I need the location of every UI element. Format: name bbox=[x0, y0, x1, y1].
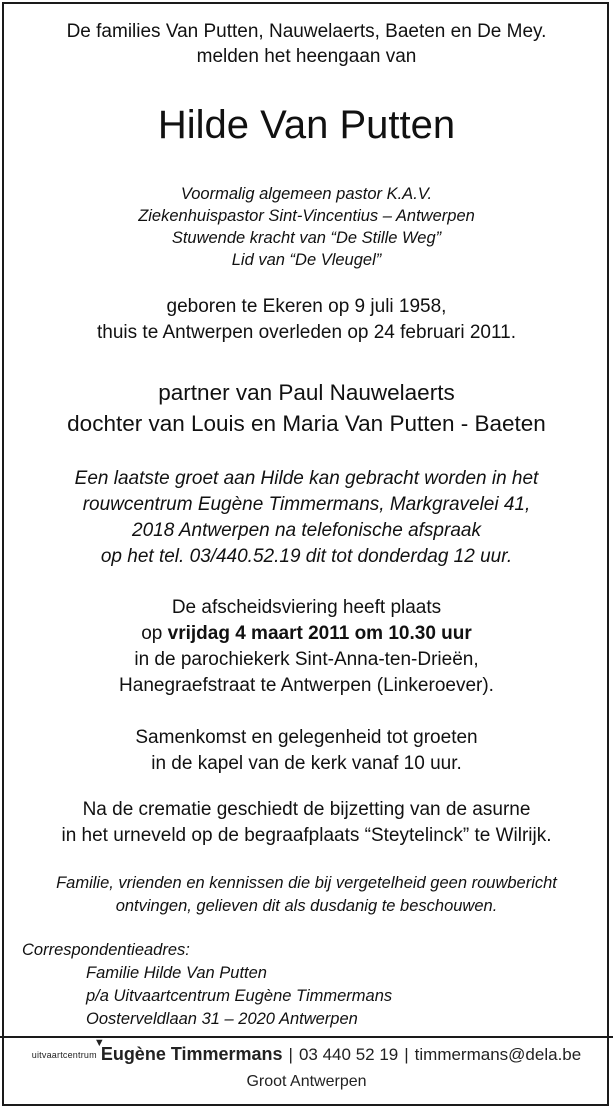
ceremony-date-bold: vrijdag 4 maart 2011 om 10.30 uur bbox=[167, 623, 472, 644]
gathering-line: in de kapel van de kerk vanaf 10 uur. bbox=[151, 753, 462, 774]
role-line: Lid van “De Vleugel” bbox=[231, 251, 382, 269]
gathering-line: Samenkomst en gelegenheid tot groeten bbox=[135, 727, 478, 748]
relation-parents: dochter van Louis en Maria Van Putten - Baeten bbox=[67, 411, 546, 436]
correspondence-line: Familie Hilde Van Putten bbox=[86, 964, 267, 982]
role-line: Ziekenhuispastor Sint-Vincentius – Antwerpen bbox=[138, 207, 475, 225]
footer-region: Groot Antwerpen bbox=[246, 1073, 367, 1090]
correspondence-line: Oosterveldlaan 31 – 2020 Antwerpen bbox=[86, 1010, 358, 1028]
footer-separator bbox=[0, 1036, 613, 1038]
burial-line: in het urneveld op de begraafplaats “Steytelinck” te Wilrijk. bbox=[61, 825, 552, 846]
correspondence-label: Correspondentieadres: bbox=[22, 941, 190, 959]
visitation-line: Een laatste groet aan Hilde kan gebracht worden in het bbox=[74, 468, 539, 489]
brand-logo bbox=[93, 1037, 283, 1064]
relation-partner: partner van Paul Nauwelaerts bbox=[158, 380, 455, 405]
intro-families: De families Van Putten, Nauwelaerts, Baeten en De Mey. bbox=[66, 21, 547, 42]
brand-prefix: uitvaartcentrum bbox=[31, 1050, 97, 1060]
brand-name: Eugène Timmermans bbox=[100, 1044, 283, 1064]
brand-triangle-icon: ▼ bbox=[93, 1037, 105, 1049]
ceremony-address: Hanegraefstraat te Antwerpen (Linkeroever). bbox=[119, 675, 494, 696]
family-note-line: ontvingen, gelieven dit als dusdanig te beschouwen. bbox=[115, 897, 498, 915]
death-line: thuis te Antwerpen overleden op 24 februari 2011. bbox=[97, 322, 516, 343]
burial-line: Na de crematie geschiedt de bijzetting van de asurne bbox=[82, 799, 531, 820]
role-line: Voormalig algemeen pastor K.A.V. bbox=[180, 185, 433, 203]
correspondence-line: p/a Uitvaartcentrum Eugène Timmermans bbox=[86, 987, 393, 1005]
ceremony-intro: De afscheidsviering heeft plaats bbox=[171, 597, 442, 618]
birth-line: geboren te Ekeren op 9 juli 1958, bbox=[166, 296, 447, 317]
visitation-line: 2018 Antwerpen na telefonische afspraak bbox=[132, 520, 481, 541]
family-note-line: Familie, vrienden en kennissen die bij vergetelheid geen rouwbericht bbox=[56, 874, 557, 892]
visitation-line: rouwcentrum Eugène Timmermans, Markgravelei 41, bbox=[82, 494, 531, 515]
footer-phone: 03 440 52 19 bbox=[298, 1045, 399, 1064]
deceased-name: Hilde Van Putten bbox=[157, 103, 456, 147]
ceremony-church: in de parochiekerk Sint-Anna-ten-Drieën, bbox=[134, 649, 479, 670]
divider: | bbox=[404, 1045, 409, 1064]
footer-email: timmermans@dela.be bbox=[414, 1045, 582, 1064]
visitation-line: op het tel. 03/440.52.19 dit tot donderdag 12 uur. bbox=[100, 546, 513, 567]
intro-announcement: melden het heengaan van bbox=[196, 46, 417, 67]
ceremony-date bbox=[0, 623, 613, 645]
footer-contact bbox=[0, 1037, 613, 1065]
divider: | bbox=[288, 1045, 293, 1064]
role-line: Stuwende kracht van “De Stille Weg” bbox=[171, 229, 442, 247]
ceremony-date-prefix: op bbox=[141, 623, 168, 644]
